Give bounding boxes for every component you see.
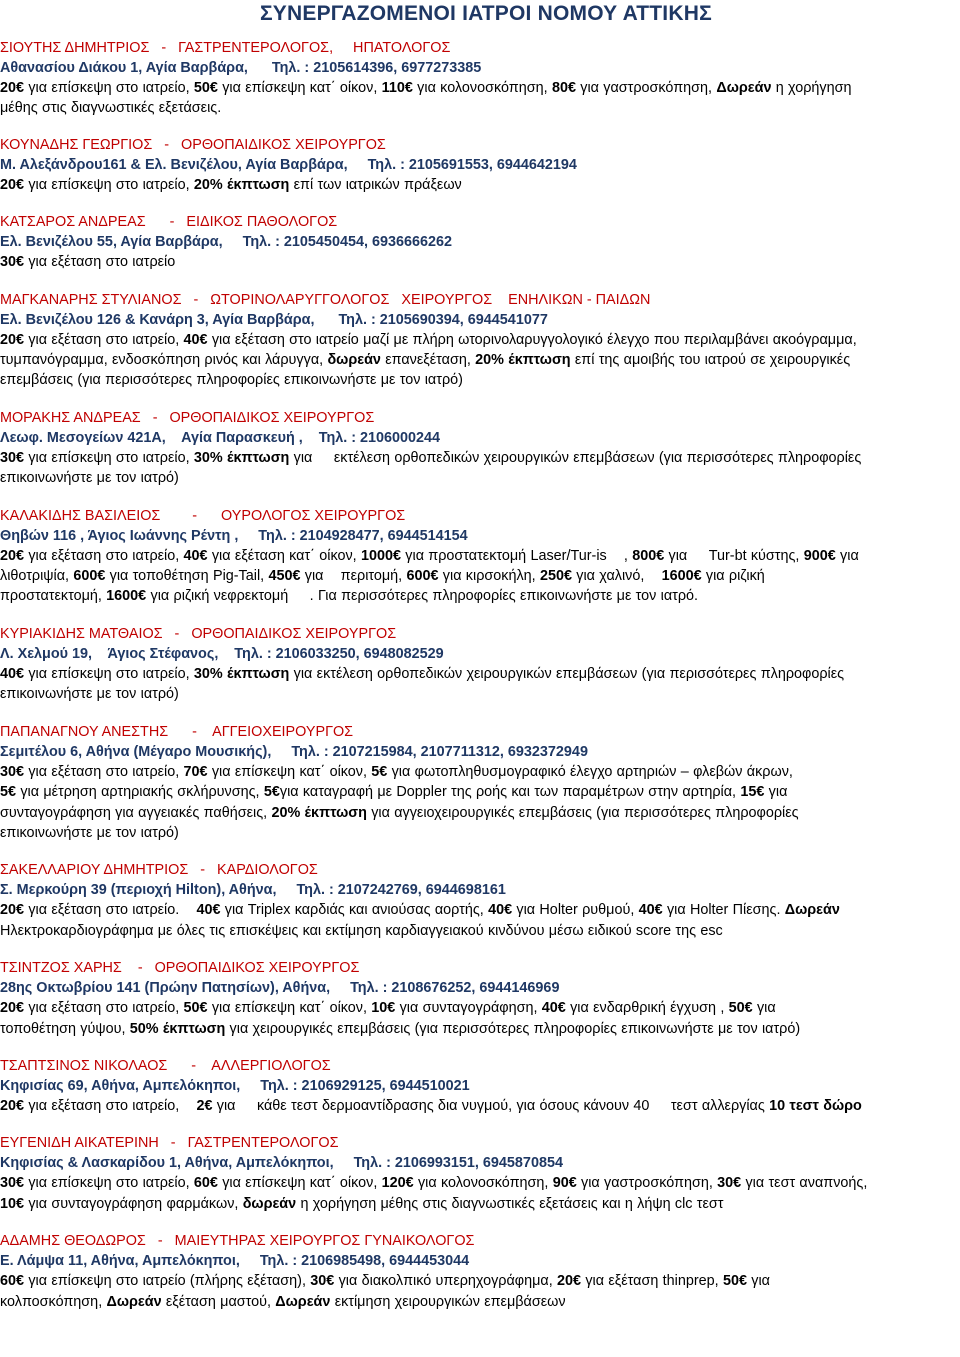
price-highlight: 30€ [0, 763, 25, 780]
doctor-address: Θηβών 116 , Άγιος Ιωάννης Ρέντη , Τηλ. : 2104928477, 6944514154 [0, 527, 468, 544]
detail-text: για διακολπικό υπερηχογράφημα, [334, 1273, 558, 1290]
detail-text: για τεστ αναπνοής, [745, 1175, 868, 1192]
detail-text: για χαλινό, [571, 568, 662, 585]
price-highlight: 20€ [0, 331, 25, 348]
detail-text: για επίσκεψη στο ιατρείο, [24, 1175, 194, 1192]
price-highlight: 20€ [0, 176, 25, 193]
detail-text: για επίσκεψη στο ιατρείο, [24, 176, 194, 193]
doctor-entry [0, 38, 955, 119]
price-highlight: 250€ [539, 568, 572, 585]
doctor-details [0, 175, 955, 195]
detail-text: για συνταγογράφηση φαρμάκων, [24, 1195, 243, 1212]
price-highlight: 40€ [183, 547, 208, 564]
doctor-entry [0, 722, 955, 844]
price-highlight: 450€ [268, 568, 301, 585]
doctor-details [0, 252, 955, 272]
detail-text: για κάθε τεστ δερμοαντίδρασης δια νυγμού, για όσους κάνουν 40 τεστ αλλεργίας [212, 1097, 770, 1114]
detail-text: για λιθοτριψία, [0, 547, 859, 585]
detail-text: εξέταση μαστού, [161, 1293, 276, 1310]
detail-text: για ενδαρθρική έγχυση , [565, 1000, 729, 1017]
price-highlight: 20€ [0, 80, 25, 96]
price-highlight: 110€ [381, 80, 413, 96]
price-highlight: 40€ [196, 902, 221, 919]
detail-text: για επίσκεψη στο ιατρείο, [24, 449, 194, 466]
price-highlight: 600€ [406, 568, 439, 585]
doctor-entry [0, 408, 955, 489]
detail-text: για επίσκεψη στο ιατρείο, [24, 665, 194, 682]
price-highlight: 80€ [551, 80, 576, 96]
price-highlight: 2€ [196, 1097, 213, 1114]
doctor-heading: ΠΑΠΑΝΑΓΝΟΥ ΑΝΕΣΤΗΣ - ΑΓΓΕΙΟΧΕΙΡΟΥΡΓΟΣ [0, 723, 354, 740]
price-highlight: 50€ [728, 1000, 753, 1017]
price-highlight: 50€ [722, 1273, 747, 1290]
doctor-entry [0, 212, 955, 272]
doctor-address: Μ. Αλεξάνδρου161 & Ελ. Βενιζέλου, Αγία Βαρβάρα, Τηλ. : 2105691553, 6944642194 [0, 156, 577, 173]
price-highlight: 30% έκπτωση [193, 665, 290, 682]
price-highlight: 20€ [0, 547, 25, 564]
detail-text: για γαστροσκόπηση, [576, 1175, 718, 1192]
detail-text: η χορήγηση μέθης στις διαγνωστικές εξετάσεις. [0, 80, 852, 117]
doctor-details [0, 1173, 955, 1214]
doctor-details [0, 546, 955, 607]
detail-text: για επίσκεψη κατ΄ οίκον, [207, 1000, 372, 1017]
price-highlight: 20€ [0, 1000, 25, 1017]
price-highlight: 30€ [0, 1175, 25, 1192]
doctor-list [0, 38, 955, 1329]
detail-text: για επίσκεψη στο ιατρείο, [24, 80, 194, 96]
detail-text: για τοποθέτηση γύψου, [0, 1000, 776, 1037]
doctor-heading: ΑΔΑΜΗΣ ΘΕΟΔΩΡΟΣ - ΜΑΙΕΥΤΗΡΑΣ ΧΕΙΡΟΥΡΓΟΣ ΓΥΝΑΙΚΟΛΟΓΟΣ [0, 1233, 475, 1250]
price-highlight: 20€ [0, 1097, 25, 1114]
price-highlight: 30€ [717, 1175, 742, 1192]
doctor-details [0, 664, 955, 705]
price-highlight: 90€ [552, 1175, 577, 1192]
doctor-heading: ΚΑΤΣΑΡΟΣ ΑΝΔΡΕΑΣ - ΕΙΔΙΚΟΣ ΠΑΘΟΛΟΓΟΣ [0, 214, 338, 231]
price-highlight: Δωρεάν [275, 1293, 331, 1310]
doctor-address: Κηφισίας & Λασκαρίδου 1, Αθήνα, Αμπελόκηποι, Τηλ. : 2106993151, 6945870854 [0, 1155, 563, 1172]
doctor-entry [0, 1056, 955, 1116]
doctor-heading: ΕΥΓΕΝΙΔΗ ΑΙΚΑΤΕΡΙΝΗ - ΓΑΣΤΡΕΝΤΕΡΟΛΟΓΟΣ [0, 1135, 339, 1152]
detail-text: για εξέταση στο ιατρείο. [24, 902, 197, 919]
detail-text: για ριζική προστατεκτομή, [0, 568, 765, 605]
detail-text: για εξέταση thinprep, [581, 1273, 723, 1290]
detail-text: για κολονοσκόπηση, [413, 1175, 553, 1192]
price-highlight: 600€ [73, 568, 106, 585]
doctor-address: Κηφισίας 69, Αθήνα, Αμπελόκηποι, Τηλ. : 2106929125, 6944510021 [0, 1077, 470, 1094]
doctor-entry [0, 624, 955, 705]
detail-text: για εξέταση στο ιατρείο, [24, 763, 184, 780]
price-highlight: 15€ [740, 784, 765, 801]
detail-text: Ηλεκτροκαρδιογράφημα με όλες τις επισκέψεις και εκτίμηση καρδιαγγειακού κινδύνου μέσω ειδικού score της esc [0, 922, 723, 939]
doctor-entry [0, 1133, 955, 1214]
detail-text: για κολονοσκόπηση, [412, 80, 552, 96]
doctor-heading: ΚΥΡΙΑΚΙΔΗΣ ΜΑΤΘΑΙΟΣ - ΟΡΘΟΠΑΙΔΙΚΟΣ ΧΕΙΡΟΥΡΓΟΣ [0, 625, 397, 642]
doctor-entry [0, 506, 955, 607]
detail-text: για επίσκεψη κατ΄ οίκον, [207, 763, 372, 780]
detail-text: για ριζική νεφρεκτομή . Για περισσότερες πληροφορίες επικοινωνήστε με τον ιατρό. [146, 588, 699, 605]
doctor-details [0, 762, 955, 844]
price-highlight: 40€ [488, 902, 513, 919]
detail-text: για εξέταση στο ιατρείο μαζί με πλήρη ωτορινολαρυγγολογικό έλεγχο που περιλαμβάνει ακοόγραμμα, τυμπανόγραμμα, ενδοσκόπηση ρινός και λάρυγγα, [0, 331, 857, 369]
doctor-details [0, 448, 955, 489]
detail-text: για τοποθέτηση Pig-Tail, [105, 568, 269, 585]
detail-text: για εκτέλεση ορθοπεδικών χειρουργικών επεμβάσεων (για περισσότερες πληροφορίες επικοινωνήστε με τον ιατρό) [0, 665, 845, 703]
doctor-address: Σεμιτέλου 6, Αθήνα (Μέγαρο Μουσικής), Τηλ. : 2107215984, 2107711312, 6932372949 [0, 743, 588, 760]
detail-text: για εξέταση κατ΄ οίκον, [207, 547, 361, 564]
doctor-entry [0, 958, 955, 1039]
doctor-address: Σ. Μερκούρη 39 (περιοχή Hilton), Αθήνα, Τηλ. : 2107242769, 6944698161 [0, 882, 506, 899]
price-highlight: 5€ [263, 784, 280, 801]
price-highlight: 10€ [0, 1195, 25, 1212]
detail-text: για αγγειοχειρουργικές επεμβάσεις (για περισσότερες πληροφορίες επικοινωνήστε με τον ιατρό) [0, 804, 799, 841]
price-highlight: 40€ [638, 902, 663, 919]
doctor-address: 28ης Οκτωβρίου 141 (Πρώην Πατησίων), Αθήνα, Τηλ. : 2108676252, 6944146969 [0, 980, 560, 997]
price-highlight: 40€ [0, 665, 25, 682]
detail-text: για επίσκεψη στο ιατρείο (πλήρης εξέταση), [24, 1273, 311, 1290]
doctor-details [0, 900, 955, 941]
detail-text: για γαστροσκόπηση, [575, 80, 717, 96]
doctor-entry [0, 1231, 955, 1312]
price-highlight: 5€ [0, 784, 17, 801]
detail-text: για εξέταση στο ιατρείο [24, 254, 176, 271]
detail-text: για συνταγογράφηση, [395, 1000, 542, 1017]
doctor-details [0, 998, 955, 1039]
detail-text: επί των ιατρικών πράξεων [289, 176, 462, 193]
doctor-address: Ε. Λάμψα 11, Αθήνα, Αμπελόκηποι, Τηλ. : 2106985498, 6944453044 [0, 1253, 470, 1270]
detail-text: για συνταγογράφηση για αγγειακές παθήσεις, [0, 784, 788, 821]
price-highlight: Δωρεάν [784, 902, 840, 919]
detail-text: για κιρσοκήλη, [438, 568, 540, 585]
doctor-heading: ΚΑΛΑΚΙΔΗΣ ΒΑΣΙΛΕΙΟΣ - ΟΥΡΟΛΟΓΟΣ ΧΕΙΡΟΥΡΓΟΣ [0, 507, 406, 524]
price-highlight: 20€ [557, 1273, 582, 1290]
detail-text: για Holter Πίεσης. [662, 902, 785, 919]
doctor-details [0, 330, 955, 391]
doctor-entry [0, 860, 955, 941]
detail-text: για καταγραφή με Doppler της ροής και των παραμέτρων στην αρτηρία, [279, 784, 741, 801]
detail-text: για χειρουργικές επεμβάσεις (για περισσότερες πληροφορίες επικοινωνήστε με τον ιατρό) [225, 1020, 801, 1037]
detail-text: για κολποσκόπηση, [0, 1273, 770, 1310]
price-highlight: 70€ [183, 763, 208, 780]
detail-text: για μέτρηση αρτηριακής σκλήρυνσης, [16, 784, 264, 801]
price-highlight: 40€ [541, 1000, 566, 1017]
detail-text: για εξέταση στο ιατρείο, [24, 547, 184, 564]
price-highlight: 10€ [371, 1000, 396, 1017]
price-highlight: δωρεάν [327, 352, 381, 369]
doctor-entry [0, 135, 955, 195]
detail-text: για περιτομή, [300, 568, 407, 585]
detail-text: εκτίμηση χειρουργικών επεμβάσεων [330, 1293, 566, 1310]
price-highlight: Δωρεάν [716, 80, 772, 96]
price-highlight: 20% έκπτωση [271, 804, 367, 821]
detail-text: για Tur-bt κύστης, [664, 547, 804, 564]
price-highlight: δωρεάν [242, 1195, 297, 1212]
doctor-address: Λ. Χελμού 19, Άγιος Στέφανος, Τηλ. : 2106033250, 6948082529 [0, 645, 444, 662]
price-highlight: 30€ [0, 254, 25, 271]
doctor-heading: ΜΟΡΑΚΗΣ ΑΝΔΡΕΑΣ - ΟΡΘΟΠΑΙΔΙΚΟΣ ΧΕΙΡΟΥΡΓΟΣ [0, 409, 375, 426]
price-highlight: 20€ [0, 902, 25, 919]
price-highlight: 800€ [632, 547, 665, 564]
doctor-details [0, 1096, 955, 1116]
doctor-address: Αθανασίου Διάκου 1, Αγία Βαρβάρα, Τηλ. : 2105614396, 6977273385 [0, 60, 482, 76]
doctor-address: Ελ. Βενιζέλου 126 & Κανάρη 3, Αγία Βαρβάρα, Τηλ. : 2105690394, 6944541077 [0, 311, 548, 328]
doctor-heading: ΤΣΑΠΤΣΙΝΟΣ ΝΙΚΟΛΑΟΣ - ΑΛΛΕΡΓΙΟΛΟΓΟΣ [0, 1057, 331, 1074]
price-highlight: 60€ [0, 1273, 25, 1290]
price-highlight: 1600€ [661, 568, 702, 585]
price-highlight: 120€ [381, 1175, 414, 1192]
price-highlight: 5€ [371, 763, 388, 780]
doctor-entry [0, 290, 955, 391]
detail-text: επί της αμοιβής του ιατρού σε χειρουργικές επεμβάσεις (για περισσότερες πληροφορίες επικοινωνήστε με τον ιατρό) [0, 352, 851, 389]
price-highlight: 20% έκπτωση [475, 352, 571, 369]
price-highlight: 50€ [193, 80, 218, 96]
price-highlight: 50€ [183, 1000, 208, 1017]
price-highlight: Δωρεάν [106, 1293, 162, 1310]
doctor-details [0, 1271, 955, 1312]
doctor-address: Λεωφ. Μεσογείων 421Α, Αγία Παρασκευή , Τηλ. : 2106000244 [0, 429, 441, 446]
detail-text: για προστατεκτομή Laser/Tur-is , [401, 547, 633, 564]
price-highlight: 1000€ [360, 547, 401, 564]
doctor-heading: ΚΟΥΝΑΔΗΣ ΓΕΩΡΓΙΟΣ - ΟΡΘΟΠΑΙΔΙΚΟΣ ΧΕΙΡΟΥΡΓΟΣ [0, 136, 386, 153]
price-highlight: 30% έκπτωση [193, 449, 290, 466]
detail-text: για επίσκεψη κατ΄ οίκον, [217, 80, 382, 96]
price-highlight: 50% έκπτωση [129, 1020, 226, 1037]
price-highlight: 20% έκπτωση [193, 176, 290, 193]
doctor-address: Ελ. Βενιζέλου 55, Αγία Βαρβάρα, Τηλ. : 2105450454, 6936666262 [0, 234, 452, 251]
doctor-heading: ΤΣΙΝΤΖΟΣ ΧΑΡΗΣ - ΟΡΘΟΠΑΙΔΙΚΟΣ ΧΕΙΡΟΥΡΓΟΣ [0, 960, 360, 977]
price-highlight: 30€ [0, 449, 25, 466]
detail-text: για εκτέλεση ορθοπεδικών χειρουργικών επεμβάσεων (για περισσότερες πληροφορίες επικοινωνήστε με τον ιατρό) [0, 449, 862, 487]
page-title: ΣΥΝΕΡΓΑΖΟΜΕΝΟΙ ΙΑΤΡΟΙ ΝΟΜΟΥ ΑΤΤΙΚΗΣ [260, 2, 712, 25]
doctor-details [0, 78, 955, 119]
price-highlight: 60€ [193, 1175, 218, 1192]
detail-text: επανεξέταση, [380, 352, 476, 369]
price-highlight: 40€ [183, 331, 208, 348]
detail-text: για επίσκεψη κατ΄ οίκον, [217, 1175, 382, 1192]
detail-text: για Holter ρυθμού, [512, 902, 639, 919]
detail-text: για εξέταση στο ιατρείο, [24, 1097, 197, 1114]
detail-text: για εξέταση στο ιατρείο, [24, 331, 184, 348]
doctor-heading: ΜΑΓΚΑΝΑΡΗΣ ΣΤΥΛΙΑΝΟΣ - ΩΤΟΡΙΝΟΛΑΡΥΓΓΟΛΟΓΟΣ ΧΕΙΡΟΥΡΓΟΣ ΕΝΗΛΙΚΩΝ - ΠΑΙΔΩΝ [0, 291, 651, 308]
detail-text: η χορήγηση μέθης στις διαγνωστικές εξετάσεις και η λήψη clc τεστ [296, 1195, 724, 1212]
doctor-heading: ΣΙΟΥΤΗΣ ΔΗΜΗΤΡΙΟΣ - ΓΑΣΤΡΕΝΤΕΡΟΛΟΓΟΣ, ΗΠΑΤΟΛΟΓΟΣ [0, 40, 451, 56]
price-highlight: 10 τεστ δώρο [769, 1097, 862, 1114]
doctor-heading: ΣΑΚΕΛΛΑΡΙΟΥ ΔΗΜΗΤΡΙΟΣ - ΚΑΡΔΙΟΛΟΓΟΣ [0, 862, 318, 879]
price-highlight: 900€ [803, 547, 836, 564]
price-highlight: 30€ [310, 1273, 335, 1290]
detail-text: για φωτοπληθυσμογραφικό έλεγχο αρτηριών – φλεβών άκρων, [391, 763, 793, 780]
detail-text: για Triplex καρδιάς και ανιούσας αορτής, [220, 902, 489, 919]
price-highlight: 1600€ [106, 588, 147, 605]
detail-text: για εξέταση στο ιατρείο, [24, 1000, 184, 1017]
